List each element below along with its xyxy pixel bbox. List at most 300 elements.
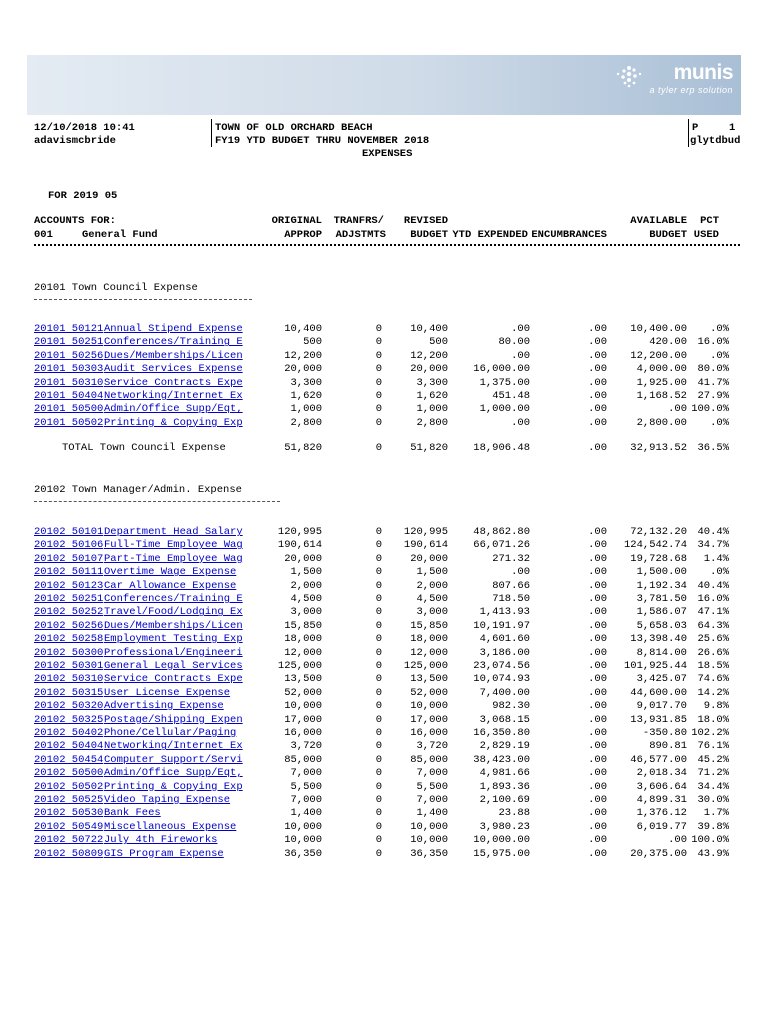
account-description-link[interactable]: Full-Time Employee Wag [104, 539, 243, 552]
tranfrs-adjstmts: 0 [375, 593, 382, 605]
account-description-link[interactable]: Postage/Shipping Expen [104, 713, 243, 726]
pct-used: 45.2% [697, 753, 729, 766]
revised-budget: 5,500 [416, 780, 448, 793]
original-approp: 4,500 [290, 593, 322, 605]
account-description-link[interactable]: Admin/Office Supp/Eqt, [104, 767, 243, 780]
available-budget: 1,192.34 [636, 579, 687, 592]
tranfrs-adjstmts: 0 [375, 740, 382, 753]
pct-used: 30.0% [697, 794, 729, 806]
pct-used: 74.6% [697, 673, 729, 686]
total-original-approp: 51,820 [284, 442, 322, 455]
account-number-link[interactable]: 20102 50101 [34, 526, 104, 538]
encumbrances: .00 [588, 593, 607, 605]
original-approp: 1,620 [290, 390, 322, 402]
col-revised-1: REVISED [403, 215, 448, 227]
account-description-link[interactable]: Part-Time Employee Wag [104, 552, 243, 565]
tranfrs-adjstmts: 0 [375, 700, 382, 713]
ytd-expended: 23.88 [498, 807, 530, 820]
ytd-expended: 982.30 [492, 700, 530, 713]
account-description-link[interactable]: Conferences/Training E [104, 336, 243, 349]
table-row [0, 593, 770, 606]
revised-budget: 7,000 [416, 767, 448, 780]
account-number-link[interactable]: 20102 50402 [34, 727, 104, 739]
tranfrs-adjstmts: 0 [375, 390, 382, 402]
tranfrs-adjstmts: 0 [375, 727, 382, 739]
account-description-link[interactable]: Admin/Office Supp/Eqt, [104, 403, 243, 416]
pct-used: 47.1% [697, 606, 729, 619]
ytd-expended: 451.48 [492, 390, 530, 402]
account-description-link[interactable]: Car Allowance Expense [104, 579, 237, 592]
table-row [0, 363, 770, 376]
account-number-link[interactable]: 20102 50123 [34, 579, 104, 592]
account-number-link[interactable]: 20102 50530 [34, 807, 104, 820]
available-budget: 2,800.00 [636, 416, 687, 429]
original-approp: 3,720 [290, 740, 322, 753]
account-number-link[interactable]: 20101 50303 [34, 363, 104, 376]
available-budget: 44,600.00 [630, 686, 687, 699]
ytd-expended: 10,074.93 [473, 673, 530, 686]
report-datetime: 12/10/2018 10:41 [34, 122, 135, 134]
account-number-link[interactable]: 20102 50258 [34, 633, 104, 646]
account-description-link[interactable]: GIS Program Expense [104, 847, 224, 860]
table-row [0, 580, 770, 593]
account-number-link[interactable]: 20102 50325 [34, 713, 104, 726]
table-row [0, 336, 770, 349]
original-approp: 1,500 [290, 566, 322, 579]
available-budget: 13,931.85 [630, 713, 687, 726]
revised-budget: 1,000 [416, 403, 448, 416]
account-description-link[interactable]: Service Contracts Expe [104, 376, 243, 389]
ytd-expended: 4,601.60 [479, 633, 530, 646]
original-approp: 16,000 [284, 727, 322, 739]
accounts-for-label: ACCOUNTS FOR: [34, 215, 116, 227]
encumbrances: .00 [588, 619, 607, 632]
tranfrs-adjstmts: 0 [375, 660, 382, 672]
account-description-link[interactable]: Employment Testing Exp [104, 633, 243, 646]
encumbrances: .00 [588, 416, 607, 429]
encumbrances: .00 [588, 552, 607, 565]
encumbrances: .00 [588, 673, 607, 686]
pct-used: .0% [710, 323, 729, 335]
account-description-link[interactable]: Video Taping Expense [104, 794, 231, 806]
encumbrances: .00 [588, 539, 607, 552]
pct-used: 80.0% [697, 363, 729, 376]
account-description-link[interactable]: Computer Support/Servi [104, 753, 243, 766]
account-description-link[interactable]: Printing & Copying Exp [104, 416, 243, 429]
pct-used: .0% [710, 349, 729, 362]
original-approp: 13,500 [284, 673, 322, 686]
ytd-expended: 1,893.36 [479, 780, 530, 793]
page-number: 1 [729, 122, 736, 134]
report-banner [27, 55, 741, 115]
account-number-link[interactable]: 20102 50252 [34, 606, 104, 619]
encumbrances: .00 [588, 526, 607, 538]
table-row [0, 660, 770, 673]
account-description-link[interactable]: Travel/Food/Lodging Ex [104, 606, 243, 619]
available-budget: 4,000.00 [636, 363, 687, 376]
revised-budget: 16,000 [410, 727, 448, 739]
original-approp: 3,300 [290, 376, 322, 389]
tranfrs-adjstmts: 0 [375, 552, 382, 565]
revised-budget: 2,800 [416, 416, 448, 429]
available-budget: 420.00 [649, 336, 687, 349]
available-budget: 3,781.50 [636, 593, 687, 605]
pct-used: 27.9% [697, 390, 729, 402]
brand-tagline: a tyler erp solution [649, 85, 733, 95]
available-budget: 890.81 [649, 740, 687, 753]
tranfrs-adjstmts: 0 [375, 403, 382, 416]
account-number-link[interactable]: 20102 50320 [34, 700, 104, 713]
revised-budget: 500 [429, 336, 448, 349]
account-number-link[interactable]: 20101 50502 [34, 416, 104, 429]
pct-used: 39.8% [697, 820, 729, 833]
ytd-expended: 1,000.00 [479, 403, 530, 416]
ytd-expended: 1,413.93 [479, 606, 530, 619]
table-row [0, 417, 770, 430]
original-approp: 85,000 [284, 753, 322, 766]
original-approp: 20,000 [284, 363, 322, 376]
tranfrs-adjstmts: 0 [375, 349, 382, 362]
account-number-link[interactable]: 20102 50107 [34, 552, 104, 565]
report-subtitle: EXPENSES [362, 148, 413, 160]
pct-used: 41.7% [697, 376, 729, 389]
table-row [0, 403, 770, 416]
revised-budget: 120,995 [403, 526, 448, 538]
account-description-link[interactable]: Overtime Wage Expense [104, 566, 237, 579]
tranfrs-adjstmts: 0 [375, 539, 382, 552]
ytd-expended: .00 [511, 566, 530, 579]
ytd-expended: 7,400.00 [479, 686, 530, 699]
original-approp: 5,500 [290, 780, 322, 793]
account-description-link[interactable]: Networking/Internet Ex [104, 740, 243, 753]
total-label: TOTAL Town Council Expense [62, 442, 226, 455]
account-description-link[interactable]: Printing & Copying Exp [104, 780, 243, 793]
table-row [0, 767, 770, 780]
ytd-expended: 271.32 [492, 552, 530, 565]
original-approp: 12,200 [284, 349, 322, 362]
pct-used: 25.6% [697, 633, 729, 646]
encumbrances: .00 [588, 847, 607, 860]
ytd-expended: 3,980.23 [479, 820, 530, 833]
table-row [0, 740, 770, 753]
original-approp: 2,000 [290, 579, 322, 592]
revised-budget: 12,200 [410, 349, 448, 362]
account-description-link[interactable]: Conferences/Training E [104, 593, 243, 605]
original-approp: 190,614 [277, 539, 322, 552]
encumbrances: .00 [588, 390, 607, 402]
available-budget: .00 [668, 403, 687, 416]
revised-budget: 1,500 [416, 566, 448, 579]
account-number-link[interactable]: 20102 50111 [34, 566, 104, 579]
tranfrs-adjstmts: 0 [375, 713, 382, 726]
total-ytd-expended: 18,906.48 [473, 442, 530, 455]
available-budget: 101,925.44 [623, 660, 687, 672]
original-approp: 3,000 [290, 606, 322, 619]
ytd-expended: 10,000.00 [473, 834, 530, 847]
original-approp: 7,000 [290, 794, 322, 806]
ytd-expended: 3,068.15 [479, 713, 530, 726]
available-budget: 4,899.31 [636, 794, 687, 806]
account-number-link[interactable]: 20102 50454 [34, 753, 104, 766]
total-revised-budget: 51,820 [410, 442, 448, 455]
revised-budget: 1,400 [416, 807, 448, 820]
available-budget: 1,925.00 [636, 376, 687, 389]
col-tranfrs-1: TRANFRS/ [333, 215, 384, 227]
available-budget: 3,606.64 [636, 780, 687, 793]
account-description-link[interactable]: Dues/Memberships/Licen [104, 349, 243, 362]
account-description-link[interactable]: Professional/Engineeri [104, 646, 243, 659]
tranfrs-adjstmts: 0 [375, 579, 382, 592]
account-number-link[interactable]: 20102 50809 [34, 847, 104, 860]
tranfrs-adjstmts: 0 [375, 416, 382, 429]
pct-used: 34.7% [697, 539, 729, 552]
ytd-expended: 10,191.97 [473, 619, 530, 632]
account-number-link[interactable]: 20102 50310 [34, 673, 104, 686]
account-number-link[interactable]: 20101 50500 [34, 403, 104, 416]
pct-used: 26.6% [697, 646, 729, 659]
table-row [0, 673, 770, 686]
encumbrances: .00 [588, 349, 607, 362]
account-description-link[interactable]: Bank Fees [104, 807, 161, 820]
table-row [0, 606, 770, 619]
account-number-link[interactable]: 20102 50500 [34, 767, 104, 780]
page-label: P [692, 122, 699, 134]
account-description-link[interactable]: General Legal Services [104, 660, 243, 672]
table-row [0, 834, 770, 847]
revised-budget: 12,000 [410, 646, 448, 659]
encumbrances: .00 [588, 579, 607, 592]
ytd-expended: 1,375.00 [479, 376, 530, 389]
table-row [0, 714, 770, 727]
account-description-link[interactable]: User License Expense [104, 686, 231, 699]
ytd-expended: 15,975.00 [473, 847, 530, 860]
encumbrances: .00 [588, 727, 607, 739]
col-pct-2: USED [693, 229, 719, 241]
account-number-link[interactable]: 20102 50301 [34, 660, 104, 672]
header-rule [34, 244, 740, 246]
pct-used: 9.8% [703, 700, 729, 713]
ytd-expended: 16,000.00 [473, 363, 530, 376]
tranfrs-adjstmts: 0 [375, 767, 382, 780]
revised-budget: 3,300 [416, 376, 448, 389]
col-pct-1: PCT [700, 215, 719, 227]
original-approp: 10,400 [284, 323, 322, 335]
original-approp: 125,000 [277, 660, 322, 672]
ytd-expended: 3,186.00 [479, 646, 530, 659]
fund-name: General Fund [82, 229, 158, 241]
tranfrs-adjstmts: 0 [375, 847, 382, 860]
account-description-link[interactable]: Dues/Memberships/Licen [104, 619, 243, 632]
encumbrances: .00 [588, 363, 607, 376]
account-number-link[interactable]: 20101 50251 [34, 336, 104, 349]
ytd-expended: 48,862.80 [473, 526, 530, 538]
account-description-link[interactable]: Miscellaneous Expense [104, 820, 237, 833]
table-row [0, 390, 770, 403]
account-description-link[interactable]: Networking/Internet Ex [104, 390, 243, 402]
ytd-expended: 80.00 [498, 336, 530, 349]
for-period: FOR 2019 05 [48, 190, 118, 202]
table-row [0, 377, 770, 390]
tranfrs-adjstmts: 0 [375, 606, 382, 619]
ytd-expended: .00 [511, 323, 530, 335]
original-approp: 17,000 [284, 713, 322, 726]
account-description-link[interactable]: July 4th Fireworks [104, 834, 218, 847]
table-row [0, 700, 770, 713]
section-title: 20101 Town Council Expense [34, 282, 198, 294]
table-row [0, 350, 770, 363]
header-divider-left [211, 119, 212, 147]
account-number-link[interactable]: 20102 50502 [34, 780, 104, 793]
encumbrances: .00 [588, 807, 607, 820]
original-approp: 10,000 [284, 834, 322, 847]
col-encumbrances: ENCUMBRANCES [531, 229, 607, 241]
report-user: adavismcbride [34, 135, 116, 147]
account-number-link[interactable]: 20102 50106 [34, 539, 104, 552]
account-number-link[interactable]: 20102 50315 [34, 686, 104, 699]
table-row [0, 647, 770, 660]
encumbrances: .00 [588, 820, 607, 833]
pct-used: 16.0% [697, 336, 729, 349]
revised-budget: 7,000 [416, 794, 448, 806]
available-budget: 3,425.07 [636, 673, 687, 686]
revised-budget: 3,720 [416, 740, 448, 753]
tranfrs-adjstmts: 0 [375, 673, 382, 686]
tranfrs-adjstmts: 0 [375, 807, 382, 820]
encumbrances: .00 [588, 740, 607, 753]
account-number-link[interactable]: 20101 50310 [34, 376, 104, 389]
table-row [0, 754, 770, 767]
original-approp: 12,000 [284, 646, 322, 659]
tranfrs-adjstmts: 0 [375, 363, 382, 376]
tranfrs-adjstmts: 0 [375, 794, 382, 806]
original-approp: 120,995 [277, 526, 322, 538]
total-available-budget: 32,913.52 [630, 442, 687, 455]
encumbrances: .00 [588, 700, 607, 713]
account-description-link[interactable]: Annual Stipend Expense [104, 323, 243, 335]
pct-used: 100.0% [691, 834, 729, 847]
account-description-link[interactable]: Phone/Cellular/Paging [104, 727, 237, 739]
revised-budget: 17,000 [410, 713, 448, 726]
account-description-link[interactable]: Advertising Expense [104, 700, 224, 713]
revised-budget: 10,000 [410, 820, 448, 833]
table-row [0, 807, 770, 820]
account-number-link[interactable]: 20101 50404 [34, 390, 104, 402]
table-row [0, 727, 770, 740]
original-approp: 10,000 [284, 700, 322, 713]
account-number-link[interactable]: 20101 50256 [34, 349, 104, 362]
table-row [0, 526, 770, 539]
account-number-link[interactable]: 20101 50121 [34, 323, 104, 335]
table-row [0, 848, 770, 861]
revised-budget: 20,000 [410, 552, 448, 565]
available-budget: 9,017.70 [636, 700, 687, 713]
original-approp: 15,850 [284, 619, 322, 632]
account-number-link[interactable]: 20102 50722 [34, 834, 104, 847]
total-pct-used: 36.5% [697, 442, 729, 455]
account-description-link[interactable]: Audit Services Expense [104, 363, 243, 376]
account-number-link[interactable]: 20102 50404 [34, 740, 104, 753]
account-description-link[interactable]: Department Head Salary [104, 526, 243, 538]
revised-budget: 4,500 [416, 593, 448, 605]
tranfrs-adjstmts: 0 [375, 780, 382, 793]
tranfrs-adjstmts: 0 [375, 336, 382, 349]
available-budget: 10,400.00 [630, 323, 687, 335]
table-row [0, 687, 770, 700]
tranfrs-adjstmts: 0 [375, 633, 382, 646]
original-approp: 10,000 [284, 820, 322, 833]
available-budget: 1,586.07 [636, 606, 687, 619]
col-ytd-expended: YTD EXPENDED [452, 229, 528, 241]
ytd-expended: 807.66 [492, 579, 530, 592]
account-description-link[interactable]: Service Contracts Expe [104, 673, 243, 686]
revised-budget: 1,620 [416, 390, 448, 402]
col-available-2: BUDGET [649, 229, 687, 241]
program-name: glytdbud [690, 135, 741, 147]
available-budget: .00 [668, 834, 687, 847]
ytd-expended: 38,423.00 [473, 753, 530, 766]
revised-budget: 85,000 [410, 753, 448, 766]
encumbrances: .00 [588, 403, 607, 416]
original-approp: 18,000 [284, 633, 322, 646]
account-number-link[interactable]: 20102 50256 [34, 619, 104, 632]
encumbrances: .00 [588, 780, 607, 793]
revised-budget: 10,400 [410, 323, 448, 335]
pct-used: .0% [710, 416, 729, 429]
revised-budget: 20,000 [410, 363, 448, 376]
tranfrs-adjstmts: 0 [375, 376, 382, 389]
tranfrs-adjstmts: 0 [375, 820, 382, 833]
col-original-1: ORIGINAL [271, 215, 322, 227]
account-number-link[interactable]: 20102 50300 [34, 646, 104, 659]
revised-budget: 3,000 [416, 606, 448, 619]
encumbrances: .00 [588, 686, 607, 699]
encumbrances: .00 [588, 606, 607, 619]
total-encumbrances: .00 [588, 442, 607, 455]
available-budget: 20,375.00 [630, 847, 687, 860]
col-available-1: AVAILABLE [630, 215, 687, 227]
revised-budget: 36,350 [410, 847, 448, 860]
munis-dots-icon [615, 65, 645, 89]
available-budget: 19,728.68 [630, 552, 687, 565]
revised-budget: 125,000 [403, 660, 448, 672]
encumbrances: .00 [588, 336, 607, 349]
tranfrs-adjstmts: 0 [375, 646, 382, 659]
table-row [0, 553, 770, 566]
encumbrances: .00 [588, 646, 607, 659]
header-divider-right [688, 119, 689, 147]
revised-budget: 18,000 [410, 633, 448, 646]
original-approp: 7,000 [290, 767, 322, 780]
available-budget: -350.80 [642, 727, 687, 739]
account-number-link[interactable]: 20102 50525 [34, 794, 104, 806]
ytd-expended: 2,829.19 [479, 740, 530, 753]
pct-used: 18.5% [697, 660, 729, 672]
pct-used: 18.0% [697, 713, 729, 726]
revised-budget: 10,000 [410, 834, 448, 847]
available-budget: 1,168.52 [636, 390, 687, 402]
encumbrances: .00 [588, 834, 607, 847]
section-title: 20102 Town Manager/Admin. Expense [34, 484, 242, 496]
available-budget: 1,376.12 [636, 807, 687, 820]
total-tranfrs-adjstmts: 0 [375, 442, 382, 455]
account-number-link[interactable]: 20102 50251 [34, 593, 104, 605]
report-title: FY19 YTD BUDGET THRU NOVEMBER 2018 [215, 135, 430, 147]
original-approp: 2,800 [290, 416, 322, 429]
tranfrs-adjstmts: 0 [375, 619, 382, 632]
revised-budget: 52,000 [410, 686, 448, 699]
available-budget: 72,132.20 [630, 526, 687, 538]
account-number-link[interactable]: 20102 50549 [34, 820, 104, 833]
